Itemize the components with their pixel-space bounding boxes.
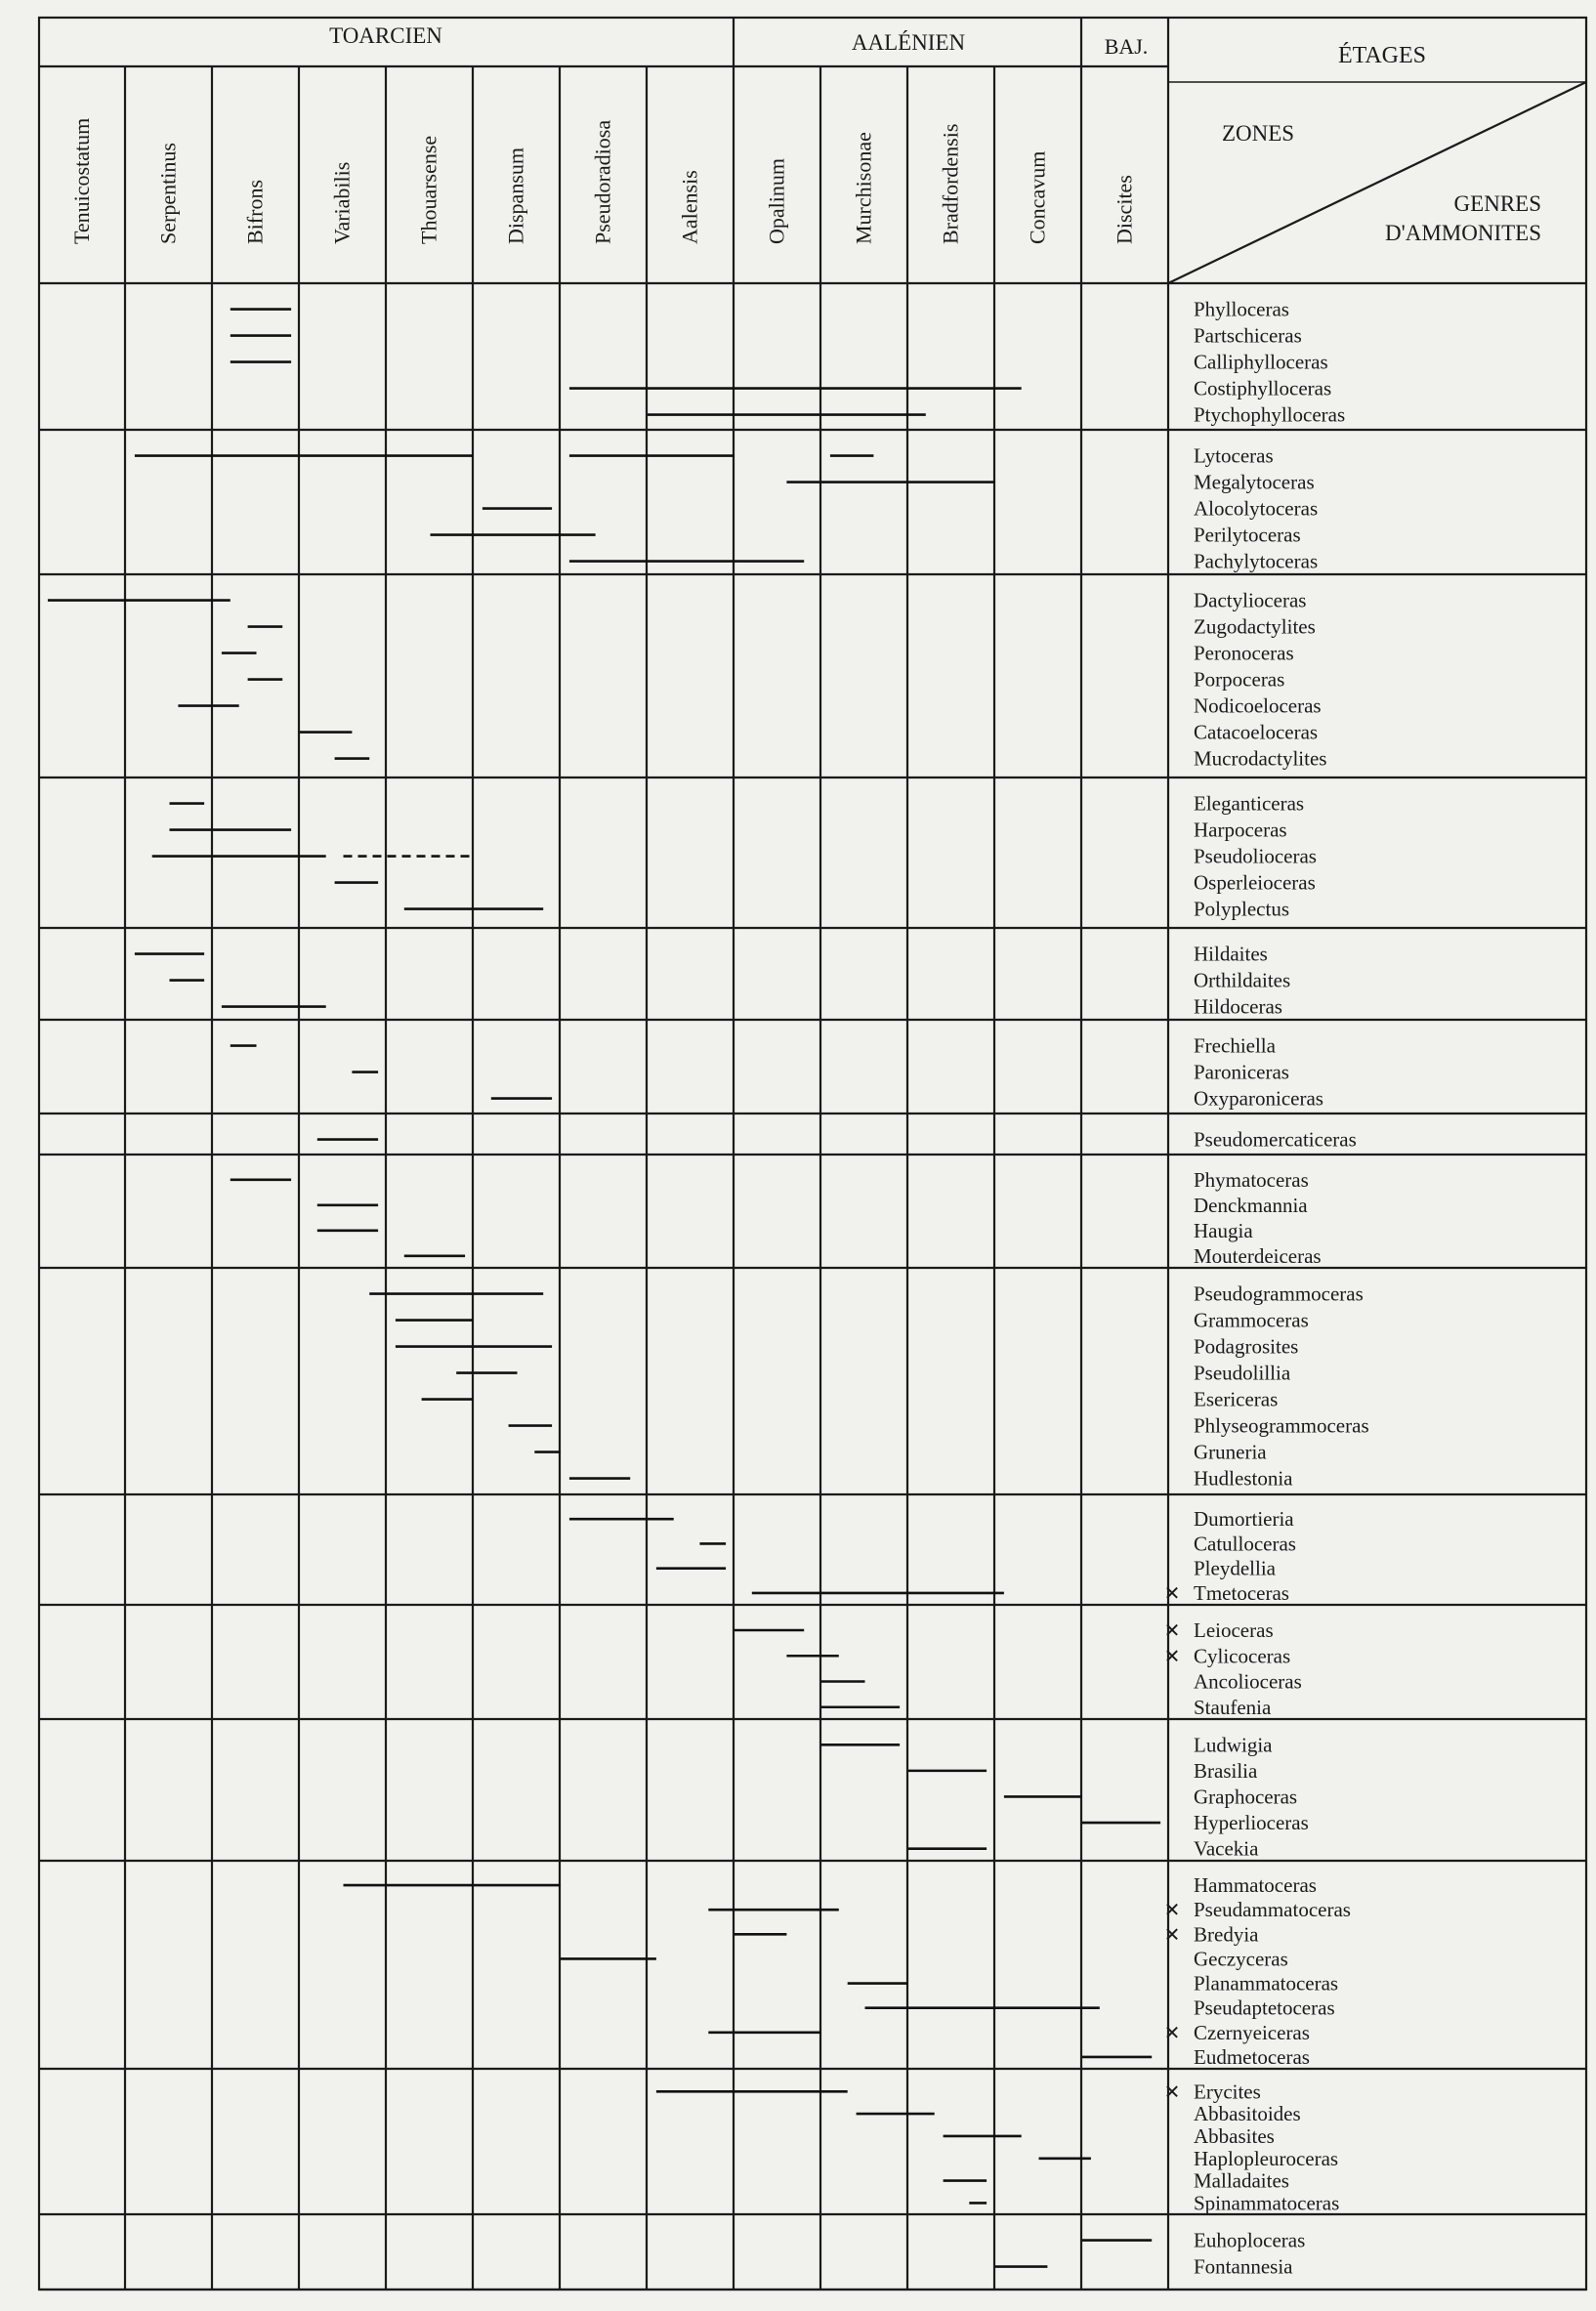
genus-name: Haugia bbox=[1194, 1218, 1253, 1242]
genus-name: Catacoeloceras bbox=[1194, 720, 1319, 744]
genus-name: Staufenia bbox=[1194, 1695, 1272, 1719]
genus-name: Alocolytoceras bbox=[1194, 496, 1319, 521]
genus-name: Hildaites bbox=[1194, 942, 1268, 966]
genus-name: Costiphylloceras bbox=[1194, 376, 1332, 400]
genus-mark: ✕ bbox=[1163, 1900, 1181, 1922]
genus-name: Harpoceras bbox=[1194, 818, 1287, 842]
genus-name: Perilytoceras bbox=[1194, 523, 1301, 547]
genus-name: Graphoceras bbox=[1194, 1785, 1298, 1809]
genus-name: Cylicoceras bbox=[1194, 1644, 1291, 1668]
genus-name: Hildoceras bbox=[1194, 994, 1282, 1019]
genus-name: Catulloceras bbox=[1194, 1532, 1296, 1556]
zone-label: Thouarsense bbox=[416, 135, 441, 244]
genus-name: Abbasites bbox=[1194, 2123, 1275, 2148]
genus-name: Geczyceras bbox=[1194, 1947, 1288, 1971]
genus-names bbox=[1164, 298, 1369, 2279]
genus-name: Peronoceras bbox=[1194, 641, 1294, 665]
genus-name: Mucrodactylites bbox=[1194, 746, 1327, 771]
genus-name: Ludwigia bbox=[1194, 1733, 1273, 1757]
genus-name: Leioceras bbox=[1194, 1618, 1274, 1642]
etages-label: ÉTAGES bbox=[1337, 43, 1427, 68]
genus-name: Spinammatoceras bbox=[1194, 2191, 1340, 2215]
genus-name: Osperleioceras bbox=[1194, 870, 1316, 895]
table-grid bbox=[39, 18, 1586, 2290]
genus-name: Pleydellia bbox=[1194, 1556, 1276, 1580]
genus-name: Planammatoceras bbox=[1194, 1971, 1339, 1996]
zone-label: Concavum bbox=[1025, 150, 1050, 244]
genus-name: Erycites bbox=[1194, 2080, 1261, 2104]
stage-toarcien-label: TOARCIEN bbox=[329, 23, 442, 48]
genus-name: Porpoceras bbox=[1194, 667, 1285, 692]
genus-name: Lytoceras bbox=[1194, 443, 1274, 468]
zone-label: Serpentinus bbox=[155, 143, 181, 244]
genus-name: Pseudolioceras bbox=[1194, 844, 1317, 868]
zone-label: Discites bbox=[1112, 175, 1137, 244]
genus-name: Pseudomercaticeras bbox=[1194, 1127, 1357, 1152]
genus-name: Esericeras bbox=[1194, 1387, 1279, 1411]
genus-name: Eudmetoceras bbox=[1194, 2044, 1310, 2069]
zone-label: Dispansum bbox=[503, 147, 528, 244]
genus-name: Megalytoceras bbox=[1194, 470, 1315, 494]
genus-name: Orthildaites bbox=[1194, 968, 1291, 992]
zone-label: Opalinum bbox=[764, 158, 789, 244]
zones-label: ZONES bbox=[1221, 121, 1295, 146]
genus-name: Denckmannia bbox=[1194, 1193, 1308, 1217]
zone-label: Bifrons bbox=[242, 180, 268, 244]
genus-name: Dumortieria bbox=[1194, 1507, 1294, 1532]
zone-label: Variabilis bbox=[329, 161, 355, 244]
genus-name: Brasilia bbox=[1194, 1758, 1258, 1783]
genus-mark: ✕ bbox=[1163, 1582, 1181, 1605]
zone-label: Tenuicostatum bbox=[69, 117, 94, 244]
header-diagonal bbox=[1168, 82, 1586, 283]
genus-name: Malladaites bbox=[1194, 2168, 1289, 2193]
genus-name: Hudlestonia bbox=[1194, 1466, 1293, 1491]
genus-name: Frechiella bbox=[1194, 1033, 1276, 1058]
genus-name: Euhoploceras bbox=[1194, 2228, 1306, 2252]
genus-name: Paroniceras bbox=[1194, 1060, 1289, 1084]
genus-name: Pseudammatoceras bbox=[1194, 1898, 1351, 1922]
stage-baj-label: BAJ. bbox=[1104, 34, 1149, 59]
genus-name: Oxyparoniceras bbox=[1194, 1086, 1323, 1111]
genus-name: Hyperlioceras bbox=[1194, 1811, 1309, 1835]
genus-name: Mouterdeiceras bbox=[1194, 1243, 1322, 1268]
genus-name: Abbasitoides bbox=[1194, 2102, 1301, 2126]
genus-name: Eleganticeras bbox=[1194, 791, 1305, 816]
genus-name: Partschiceras bbox=[1194, 323, 1302, 348]
genus-name: Czernyeiceras bbox=[1194, 2020, 1310, 2044]
zone-label: Murchisonae bbox=[851, 132, 876, 244]
genus-name: Podagrosites bbox=[1194, 1334, 1299, 1359]
genus-name: Phymatoceras bbox=[1194, 1167, 1309, 1192]
genus-name: Gruneria bbox=[1194, 1440, 1267, 1464]
genus-name: Zugodactylites bbox=[1194, 614, 1316, 639]
genus-name: Tmetoceras bbox=[1194, 1580, 1289, 1605]
genus-name: Ancolioceras bbox=[1194, 1669, 1302, 1694]
genus-name: Grammoceras bbox=[1194, 1308, 1309, 1332]
genres-label: GENRES bbox=[1453, 191, 1541, 216]
genus-name: Ptychophylloceras bbox=[1194, 402, 1346, 427]
genus-name: Phylloceras bbox=[1194, 297, 1289, 321]
genus-name: Pachylytoceras bbox=[1194, 549, 1319, 573]
genus-name: Dactylioceras bbox=[1194, 588, 1307, 612]
zone-label: Pseudoradiosa bbox=[590, 119, 615, 244]
zone-label: Aalensis bbox=[677, 170, 702, 244]
genus-name: Pseudaptetoceras bbox=[1194, 1996, 1335, 2020]
genus-name: Fontannesia bbox=[1194, 2254, 1293, 2279]
genus-name: Hammatoceras bbox=[1194, 1873, 1317, 1898]
genus-name: Nodicoeloceras bbox=[1194, 693, 1322, 718]
stage-aalenien-label: AALÉNIEN bbox=[851, 30, 966, 55]
zone-labels bbox=[69, 118, 1137, 244]
genus-name: Phlyseogrammoceras bbox=[1194, 1413, 1369, 1438]
zone-label: Bradfordensis bbox=[938, 123, 963, 244]
genus-name: Calliphylloceras bbox=[1194, 350, 1328, 374]
genus-name: Pseudolillia bbox=[1194, 1361, 1291, 1385]
genus-mark: ✕ bbox=[1163, 1620, 1181, 1642]
genus-mark: ✕ bbox=[1163, 1924, 1181, 1947]
genus-mark: ✕ bbox=[1163, 1646, 1181, 1668]
ammonites-label: D'AMMONITES bbox=[1384, 221, 1541, 245]
genus-mark: ✕ bbox=[1163, 2022, 1181, 2044]
genus-name: Polyplectus bbox=[1194, 897, 1289, 921]
genus-mark: ✕ bbox=[1163, 2081, 1181, 2104]
genus-name: Haplopleuroceras bbox=[1194, 2146, 1339, 2170]
genus-name: Vacekia bbox=[1194, 1836, 1259, 1861]
genus-name: Pseudogrammoceras bbox=[1194, 1282, 1364, 1306]
genus-name: Bredyia bbox=[1194, 1922, 1259, 1947]
